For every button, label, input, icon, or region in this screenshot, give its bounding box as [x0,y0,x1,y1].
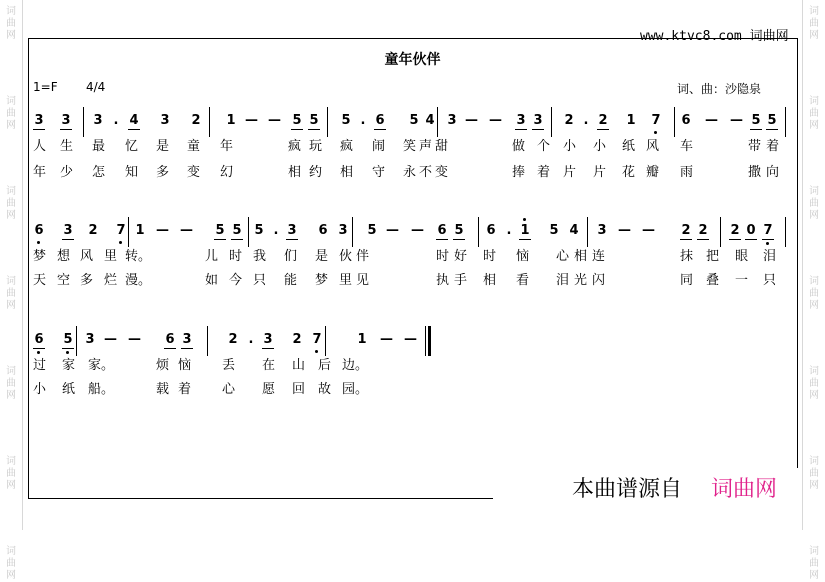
lyric-char: 时 [229,249,243,264]
lyric-char: 光 [574,273,588,288]
lyric-char: 执 [436,273,450,288]
frame-bottom-border [28,498,493,499]
lyric-char: 风 [80,249,94,264]
lyric-char: 相 [340,165,354,180]
lyric-char: 小 [33,382,47,397]
lyric-char: 车 [680,139,694,154]
note-dash: — [245,113,258,128]
note: 6 [486,223,496,238]
lyric-char: 空 [57,273,71,288]
lyric-char: 回 [292,382,306,397]
lyric-char: 向 [766,165,780,180]
lyric-char: 疯 [340,139,354,154]
note-dot: . [113,113,119,128]
lyric-char: 花 [622,165,636,180]
note: 5 [751,113,761,128]
bar-line [327,107,328,137]
lyric-char: 纸 [62,382,76,397]
lyric-char: 片 [563,165,577,180]
lyric-char: 能 [284,273,298,288]
watermark-mark: 词 曲 网 [6,96,16,131]
lyric-char: 我 [253,249,267,264]
composer-credit: 词、曲：沙隐泉 [677,82,762,96]
lyric-char: 闪 [592,273,606,288]
lyric-char: 小 [563,139,577,154]
watermark-mark: 词 曲 网 [6,186,16,221]
bar-line [83,107,84,137]
note: 3 [63,223,73,238]
key-signature: 1=F [33,80,58,94]
note-dash: — [104,332,117,347]
lyric-char: 捧 [512,165,526,180]
lyric-char: 着 [766,139,780,154]
note: 2 [292,332,302,347]
note: 2 [598,113,608,128]
lyric-char: 梦 [315,273,329,288]
lyric-char: 带 [748,139,762,154]
watermark-mark: 词 曲 网 [6,456,16,491]
lyric-char: 泪 [763,249,777,264]
lyric-char: 如 [205,273,219,288]
note: 4 [129,113,139,128]
lyric-char: 见 [356,273,370,288]
watermark-mark: 词 曲 网 [809,186,819,221]
footer-source-text: 本曲谱源自 [572,477,683,502]
lyric-char: 着 [537,165,551,180]
bar-line [478,217,479,247]
lyric-char: 相 [483,273,497,288]
lyric-char: 疯 [288,139,302,154]
note: 1 [226,113,236,128]
lyric-char: 时 [436,249,450,264]
lyric-char: 小 [593,139,607,154]
lyric-char: 生 [60,139,74,154]
lyric-char: 相 [288,165,302,180]
note: 3 [263,332,273,347]
bar-line [207,326,208,356]
lyric-char: 今 [229,273,243,288]
watermark-mark: 词 曲 网 [809,546,819,581]
lyric-char: 只 [253,273,267,288]
lyric-char: 山 [292,358,306,373]
score-row-1 [0,113,825,193]
note: 5 [409,113,419,128]
lyric-char: 不 [419,165,433,180]
note: 6 [681,113,691,128]
lyric-char: 知 [125,165,139,180]
note-dash: — [180,223,193,238]
lyric-char: 一 [735,273,749,288]
lyric-char: 心 [222,382,236,397]
note: 5 [367,223,377,238]
bar-line [437,107,438,137]
lyric-char: 多 [156,165,170,180]
note: 5 [309,113,319,128]
note: 2 [730,223,740,238]
lyric-char: 撒 [748,165,762,180]
note: 3 [516,113,526,128]
lyric-char: 童 [187,139,201,154]
note: 1 [357,332,367,347]
lyric-char: 边。 [342,358,369,373]
lyric-char: 相 [574,249,588,264]
note-dash: — [404,332,417,347]
bar-line [248,217,249,247]
lyric-char: 怎 [92,165,106,180]
note: 7 [311,332,323,354]
site-url: www.ktvc8.com 词曲网 [640,29,789,44]
note: 7 [762,223,774,240]
watermark-mark: 词 曲 网 [6,366,16,401]
note: 3 [34,113,44,128]
lyric-char: 心 [556,249,570,264]
note: 6 [375,113,385,128]
note: 3 [287,223,297,238]
note-dash: — [411,223,424,238]
lyric-char: 把 [706,249,720,264]
lyric-char: 愿 [262,382,276,397]
note: 2 [228,332,238,347]
note: 6 [165,332,175,347]
bar-line [785,107,786,137]
lyric-char: 转。 [125,249,152,264]
lyric-char: 里 [339,273,353,288]
note: 4 [425,113,435,128]
lyric-char: 声 [419,139,433,154]
lyric-char: 园。 [342,382,369,397]
lyric-char: 梦 [33,249,47,264]
note: 6 [33,223,45,245]
lyric-char: 幻 [220,165,234,180]
note-dash: — [465,113,478,128]
bar-line [76,326,77,356]
note: 3 [338,223,348,238]
watermark-mark: 词 曲 网 [6,546,16,581]
lyric-char: 守 [372,165,386,180]
lyric-char: 儿 [205,249,219,264]
lyric-char: 着 [178,382,192,397]
note: 6 [33,332,45,349]
footer-site-link[interactable]: 词曲网 [711,477,778,502]
lyric-char: 年 [220,139,234,154]
lyric-char: 同 [680,273,694,288]
lyric-char: 叠 [706,273,720,288]
lyric-char: 手 [454,273,468,288]
note: 0 [746,223,756,238]
bar-line [352,217,353,247]
note-dash: — [642,223,655,238]
note: 6 [318,223,328,238]
lyric-char: 玩 [309,139,323,154]
note: 5 [341,113,351,128]
note: 5 [292,113,302,128]
note-dash: — [128,332,141,347]
note: 2 [564,113,574,128]
note: 5 [232,223,242,238]
note-dot: . [360,113,366,128]
lyric-char: 闹 [372,139,386,154]
lyric-char: 约 [309,165,323,180]
bar-line [587,217,588,247]
lyric-char: 泪 [556,273,570,288]
note: 3 [182,332,192,347]
note: 1 [519,223,531,240]
bar-line [674,107,675,137]
lyric-char: 漫。 [125,273,152,288]
note-dot: . [248,332,254,347]
lyric-char: 家。 [88,358,115,373]
lyric-char: 变 [435,165,449,180]
note: 5 [215,223,225,238]
note-dash: — [489,113,502,128]
note-dot: . [583,113,589,128]
note: 3 [61,113,71,128]
lyric-char: 变 [187,165,201,180]
lyric-char: 烂 [104,273,118,288]
score-row-3 [0,332,825,412]
note: 3 [85,332,95,347]
lyric-char: 烦 [156,358,170,373]
note-dash: — [618,223,631,238]
note-dot: . [506,223,512,238]
lyric-char: 永 [403,165,417,180]
watermark-mark: 词 曲 网 [6,6,16,41]
lyric-char: 风 [646,139,660,154]
lyric-char: 连 [592,249,606,264]
note: 2 [681,223,691,238]
lyric-char: 恼 [178,358,192,373]
lyric-char: 在 [262,358,276,373]
bar-line [785,217,786,247]
note: 3 [93,113,103,128]
lyric-char: 天 [33,273,47,288]
lyric-char: 瓣 [646,165,660,180]
lyric-char: 丢 [222,358,236,373]
note: 6 [437,223,447,238]
lyric-char: 纸 [622,139,636,154]
bar-line [720,217,721,247]
note: 2 [191,113,201,128]
note-dash: — [705,113,718,128]
lyric-char: 年 [33,165,47,180]
lyric-char: 伴 [356,249,370,264]
lyric-char: 做 [512,139,526,154]
note-dash: — [380,332,393,347]
note: 5 [454,223,464,238]
note: 2 [88,223,98,238]
lyric-char: 雨 [680,165,694,180]
lyric-char: 笑 [403,139,417,154]
watermark-mark: 词 曲 网 [809,96,819,131]
lyric-char: 好 [454,249,468,264]
note: 3 [160,113,170,128]
bar-line [551,107,552,137]
lyric-char: 恼 [516,249,530,264]
lyric-char: 家 [62,358,76,373]
note-dash: — [268,113,281,128]
lyric-char: 想 [57,249,71,264]
bar-line [128,217,129,247]
note-dash: — [386,223,399,238]
note: 4 [569,223,579,238]
lyric-char: 忆 [125,139,139,154]
note: 3 [597,223,607,238]
note-dot: . [273,223,279,238]
lyric-char: 船。 [88,382,115,397]
time-signature: 4/4 [86,80,106,94]
final-bar-line [425,326,431,356]
lyric-char: 伙 [339,249,353,264]
watermark-mark: 词 曲 网 [809,276,819,311]
watermark-mark: 词 曲 网 [809,456,819,491]
lyric-char: 故 [318,382,332,397]
lyric-char: 片 [593,165,607,180]
note: 5 [254,223,264,238]
lyric-char: 们 [284,249,298,264]
lyric-char: 载 [156,382,170,397]
note: 5 [767,113,777,128]
song-title: 童年伙伴 [384,52,441,68]
lyric-char: 多 [80,273,94,288]
note: 3 [447,113,457,128]
note: 7 [115,223,127,245]
note: 1 [135,223,145,238]
note-dash: — [730,113,743,128]
watermark-mark: 词 曲 网 [6,276,16,311]
note: 3 [533,113,543,128]
lyric-char: 看 [516,273,530,288]
note: 1 [626,113,636,128]
lyric-char: 少 [60,165,74,180]
lyric-char: 甜 [435,139,449,154]
note-dash: — [156,223,169,238]
bar-line [209,107,210,137]
lyric-char: 里 [104,249,118,264]
watermark-mark: 词 曲 网 [809,6,819,41]
lyric-char: 眼 [735,249,749,264]
note: 5 [62,332,74,349]
bar-line [325,326,326,356]
note: 7 [650,113,662,135]
lyric-char: 最 [92,139,106,154]
note: 5 [549,223,559,238]
lyric-char: 时 [483,249,497,264]
score-row-2 [0,223,825,303]
watermark-mark: 词 曲 网 [809,366,819,401]
lyric-char: 是 [156,139,170,154]
lyric-char: 后 [318,358,332,373]
lyric-char: 只 [763,273,777,288]
lyric-char: 抹 [680,249,694,264]
note: 2 [698,223,708,238]
lyric-char: 人 [33,139,47,154]
lyric-char: 过 [33,358,47,373]
lyric-char: 个 [537,139,551,154]
lyric-char: 是 [315,249,329,264]
